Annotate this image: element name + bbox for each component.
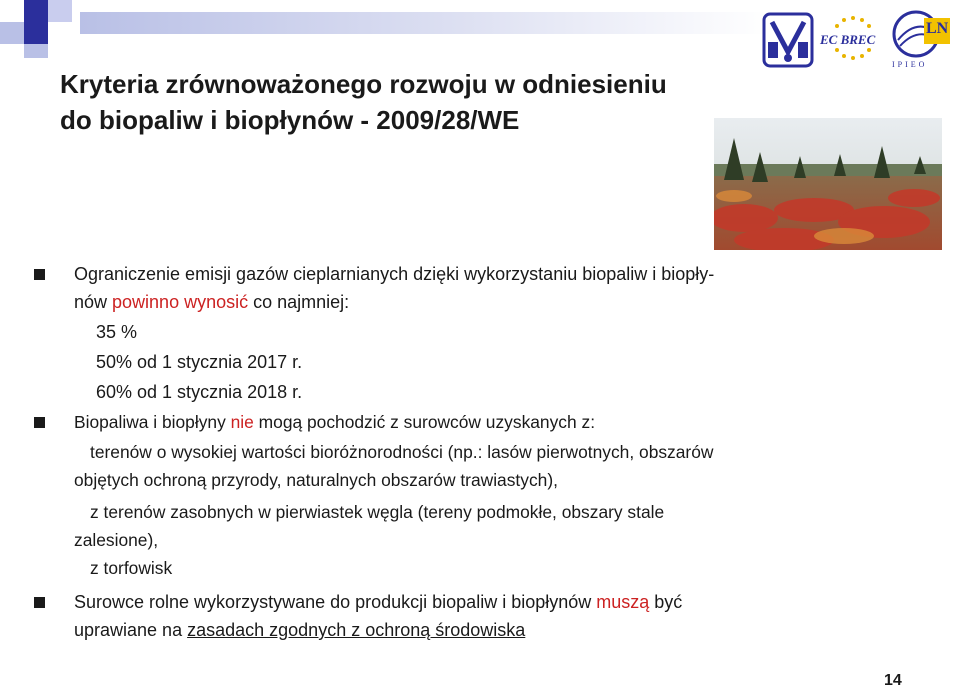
sub-item-carbon (34, 498, 934, 554)
text-segment: być (649, 592, 683, 612)
square-bullet-icon (34, 269, 45, 280)
bullet-emissions (34, 260, 934, 316)
ln-label: LN (926, 20, 949, 37)
square-bullet-icon (34, 417, 45, 428)
underlined-phrase: zasadach zgodnych z ochroną środowiska (187, 620, 526, 640)
sub-item-35: 35 % (96, 322, 138, 342)
sub-item-peat: z torfowisk (90, 558, 173, 578)
text-segment: Biopaliwa i biopłyny (74, 412, 231, 432)
text-segment: uprawiane na (74, 620, 188, 640)
logos (760, 4, 956, 76)
sub-line: terenów o wysokiej wartości bioróżnorodności (np.: lasów pierwotnych, obszarów (90, 442, 714, 462)
ec-brec-logo-icon (820, 10, 886, 66)
header-bar (80, 12, 770, 34)
sub-item-biodiversity (34, 438, 934, 494)
corner-decoration (0, 0, 80, 60)
bullet-2-line (74, 408, 934, 436)
highlight-should: powinno wynosić (112, 292, 249, 312)
text-segment: mogą pochodzić z surowców uzyskanych z: (253, 412, 596, 432)
bullet-1-line-2 (74, 288, 934, 316)
heathland-photo (714, 118, 942, 250)
page-number: 14 (884, 672, 902, 689)
sub-line: objętych ochroną przyrody, naturalnych obszarów trawiastych), (74, 470, 558, 490)
slide-content (34, 260, 934, 644)
ec-brec-label: EC BREC (820, 32, 876, 47)
sub-line: zalesione), (74, 530, 159, 550)
slide-title (60, 66, 700, 138)
square-bullet-icon (34, 597, 45, 608)
sub-line: z terenów zasobnych w pierwiastek węgla (tereny podmokłe, obszary stale (90, 502, 665, 522)
title-line-2: do biopaliw i biopłynów - 2009/28/WE (60, 105, 520, 135)
shield-logo-icon (762, 12, 814, 73)
title-line-1: Kryteria zrównoważonego rozwoju w odniesieniu (60, 69, 667, 99)
text-segment: co najmniej: (248, 292, 350, 312)
bullet-1-line-1: Ograniczenie emisji gazów cieplarnianych dzięki wykorzystaniu biopaliw i biopły- (74, 264, 715, 284)
highlight-not: nie (230, 412, 254, 432)
bullet-raw-materials (34, 408, 934, 436)
text-segment: Surowce rolne wykorzystywane do produkcji biopaliw i biopłynów (74, 592, 597, 612)
sub-item-2017: 50% od 1 stycznia 2017 r. (96, 352, 303, 372)
highlight-must: muszą (596, 592, 650, 612)
ipieo-label: IPIEO (892, 60, 928, 69)
bullet-agriculture (34, 588, 934, 644)
ln-logo-icon (890, 10, 954, 72)
text-segment: nów (74, 292, 113, 312)
sub-item-2018: 60% od 1 stycznia 2018 r. (96, 382, 303, 402)
bullet-3-line-2 (74, 616, 934, 644)
bullet-3-line-1 (74, 588, 934, 616)
